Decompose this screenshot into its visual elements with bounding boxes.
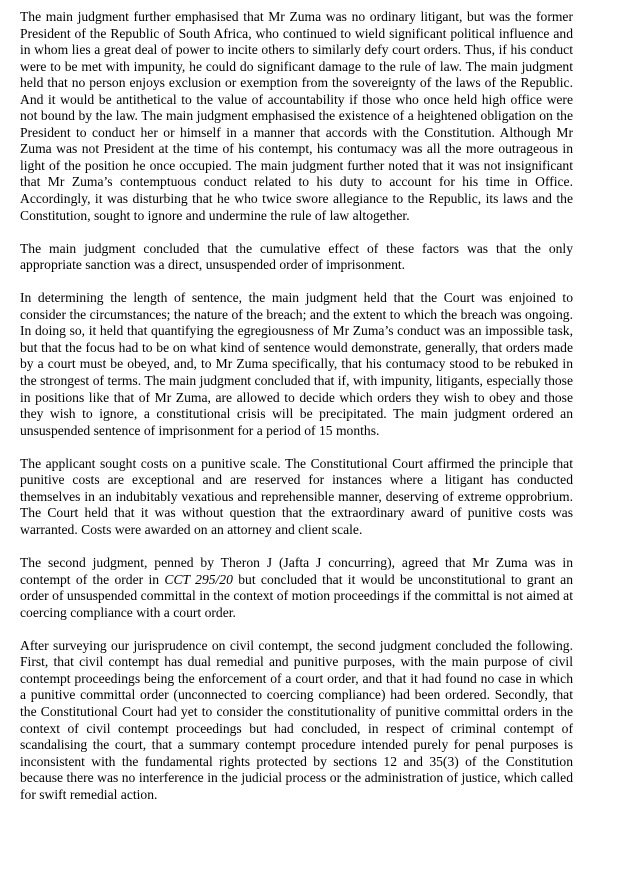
- paragraph-second-judgment: [20, 555, 573, 621]
- paragraph-sanction-conclusion: The main judgment concluded that the cumulative effect of these factors was that the only appropriate sanction was a direct, unsuspended order of imprisonment.: [20, 240, 573, 273]
- paragraph-civil-contempt-survey: After surveying our jurisprudence on civil contempt, the second judgment concluded the following. First, that civil contempt has dual remedial and punitive purposes, with the main purpose of civil contempt proceedings being the enforcement of a court order, and that it had found no case in which a punitive committal order (unconnected to coercing compliance) had been ordered. Secondly, that the Constitutional Court had yet to consider the constitutionality of punitive committal orders in the context of civil contempt proceedings but had concluded, in respect of criminal contempt of scandalising the court, that a summary contempt procedure intended purely for penal purposes is inconsistent with the fundamental rights protected by sections 12 and 35(3) of the Constitution because there was no interference in the judicial process or the administration of justice, which called for swift remedial action.: [20, 637, 573, 802]
- second-judgment-text-after: but concluded that it would be unconstitutional to grant an order of unsuspended committal in the context of motion proceedings if the committal is not aimed at coercing compliance with a court order.: [20, 571, 574, 620]
- paragraph-punitive-costs: The applicant sought costs on a punitive scale. The Constitutional Court affirmed the principle that punitive costs are exceptional and are reserved for instances where a litigant has conducted themselves in an indubitably vexatious and reprehensible manner, deserving of extreme opprobrium. The Court held that it was without question that the extraordinary award of punitive costs was warranted. Costs were awarded on an attorney and client scale.: [20, 455, 573, 537]
- paragraph-length-of-sentence: In determining the length of sentence, the main judgment held that the Court was enjoined to consider the circumstances; the nature of the breach; and the extent to which the breach was ongoing. In doing so, it held that quantifying the egregiousness of Mr Zuma’s conduct was an impossible task, but that the focus had to be on what kind of sentence would demonstrate, generally, that orders made by a court must be obeyed, and, to Mr Zuma specifically, that his contumacy stood to be rebuked in the strongest of terms. The main judgment concluded that if, with impunity, litigants, especially those in positions like that of Mr Zuma, are allowed to decide which orders they wish to obey and those they wish to ignore, a constitutional crisis will be precipitated. The main judgment ordered an unsuspended sentence of imprisonment for a period of 15 months.: [20, 290, 573, 438]
- second-judgment-text-before: The second judgment, penned by Theron J (Jafta J concurring), agreed that Mr Zuma was in contempt of the order in: [20, 555, 573, 587]
- case-reference: CCT 295/20: [164, 571, 233, 587]
- paragraph-heightened-obligation: The main judgment further emphasised that Mr Zuma was no ordinary litigant, but was the former President of the Republic of South Africa, who continued to wield significant political influence and in whom lies a great deal of power to incite others to similarly defy court orders. Thus, if his conduct were to be met with impunity, he could do significant damage to the rule of law. The main judgment held that no person enjoys exclusion or exemption from the sovereignty of the laws of the Republic. And it would be antithetical to the value of accountability if those who once held high office were not bound by the law. The main judgment emphasised the existence of a heightened obligation on the President to conduct her or himself in a manner that accords with the Constitution. Although Mr Zuma was not President at the time of his contempt, his contumacy was all the more outrageous in light of the position he once occupied. The main judgment further noted that it was not insignificant that Mr Zuma’s contemptuous conduct related to his duty to account for his time in Office. Accordingly, it was disturbing that he who twice swore allegiance to the Republic, its laws and the Constitution, sought to ignore and undermine the rule of law altogether.: [20, 9, 573, 223]
- judgment-page: [20, 9, 573, 803]
